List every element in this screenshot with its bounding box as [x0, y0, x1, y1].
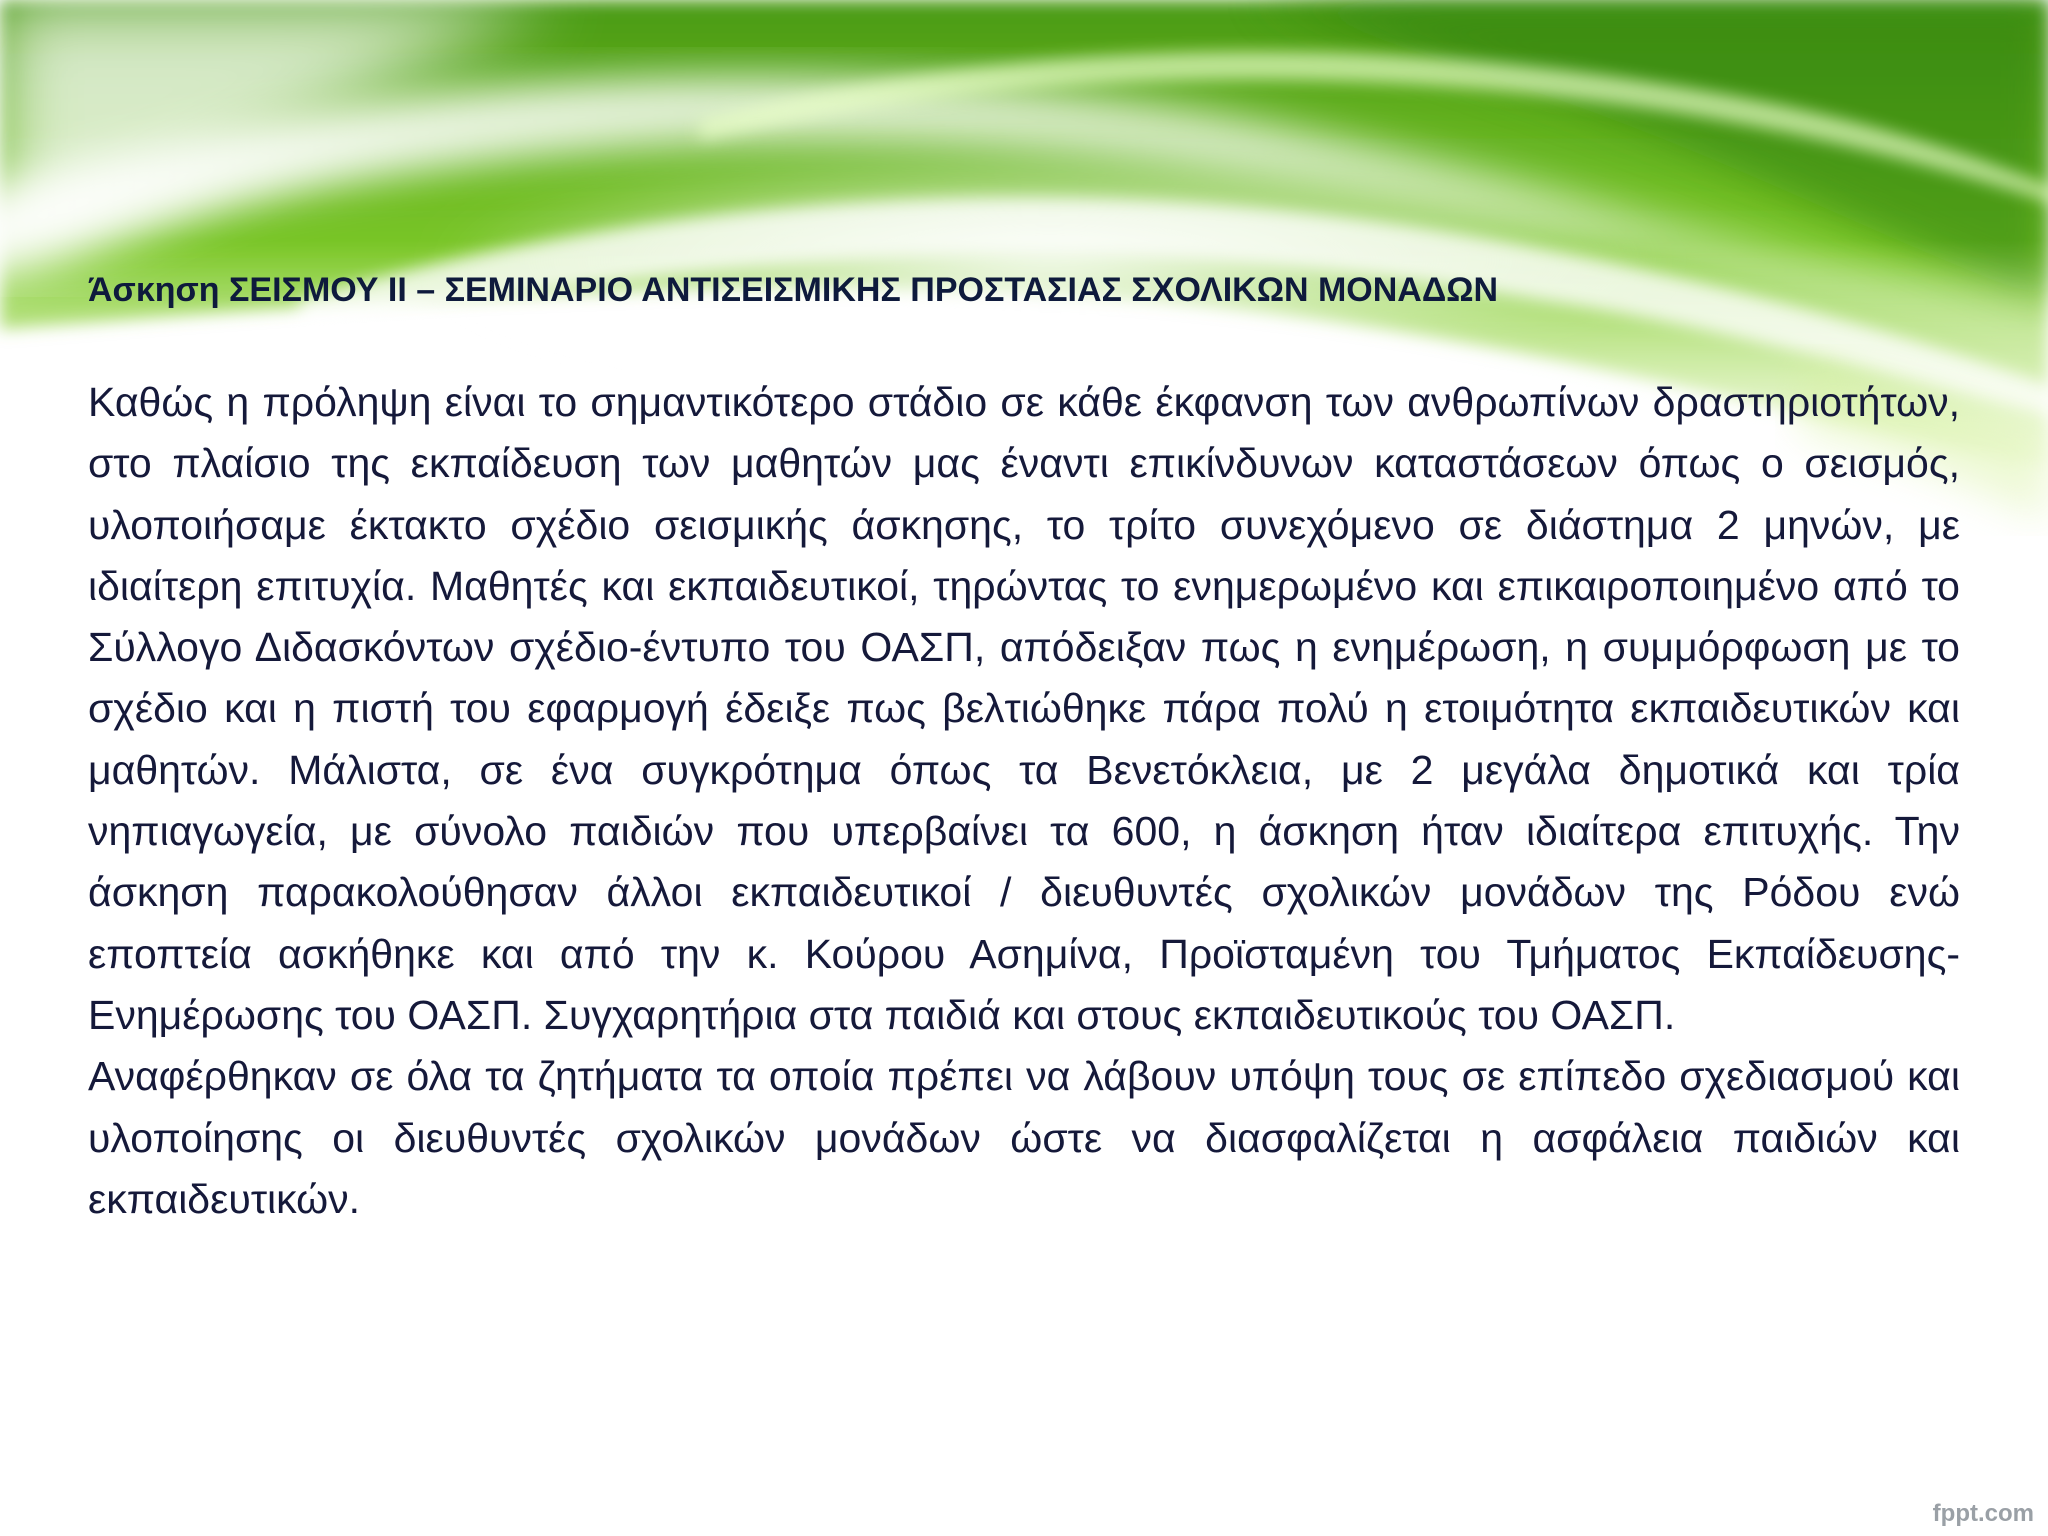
body-paragraph-2: Αναφέρθηκαν σε όλα τα ζητήματα τα οποία πρέπει να λάβουν υπόψη τους σε επίπεδο σχεδιασμού και υλοποίησης οι διευθυντές σχολικών μονάδων ώστε να διασφαλίζεται η ασφάλεια παιδιών και εκπαιδευτικών.	[88, 1053, 1960, 1222]
title-spacer	[88, 312, 1960, 372]
body-paragraph-1: Καθώς η πρόληψη είναι το σημαντικότερο στάδιο σε κάθε έκφανση των ανθρωπίνων δραστηριοτήτων, στο πλαίσιο της εκπαίδευση των μαθητών μας έναντι επικίνδυνων καταστάσεων όπως ο σεισμός, υλοποιήσαμε έκτακτο σχέδιο σεισμικής άσκησης, το τρίτο συνεχόμενο σε διάστημα 2 μηνών, με ιδιαίτερη επιτυχία. Μαθητές και εκπαιδευτικοί, τηρώντας το ενημερωμένο και επικαιροποιημένο από το Σύλλογο Διδασκόντων σχέδιο-έντυπο του ΟΑΣΠ, απόδειξαν πως η ενημέρωση, η συμμόρφωση με το σχέδιο και η πιστή του εφαρμογή έδειξε πως βελτιώθηκε πάρα πολύ η ετοιμότητα εκπαιδευτικών και μαθητών. Μάλιστα, σε ένα συγκρότημα όπως τα Βενετόκλεια, με 2 μεγάλα δημοτικά και τρία νηπιαγωγεία, με σύνολο παιδιών που υπερβαίνει τα 600, η άσκηση ήταν ιδιαίτερα επιτυχής. Την άσκηση παρακολούθησαν άλλοι εκπαιδευτικοί / διευθυντές σχολικών μονάδων της Ρόδου ενώ εποπτεία ασκήθηκε και από την κ. Κούρου Ασημίνα, Προϊσταμένη του Τμήματος Εκπαίδευσης- Ενημέρωσης του ΟΑΣΠ. Συγχαρητήρια στα παιδιά και στους εκπαιδευτικούς του ΟΑΣΠ.	[88, 379, 1960, 1038]
slide-content	[88, 268, 1960, 1230]
fppt-watermark: fppt.com	[1932, 1500, 2034, 1527]
slide-title: Άσκηση ΣΕΙΣΜΟΥ ΙΙ – ΣΕΜΙΝΑΡΙΟ ΑΝΤΙΣΕΙΣΜΙΚΗΣ ΠΡΟΣΤΑΣΙΑΣ ΣΧΟΛΙΚΩΝ ΜΟΝΑΔΩΝ	[88, 271, 1499, 309]
